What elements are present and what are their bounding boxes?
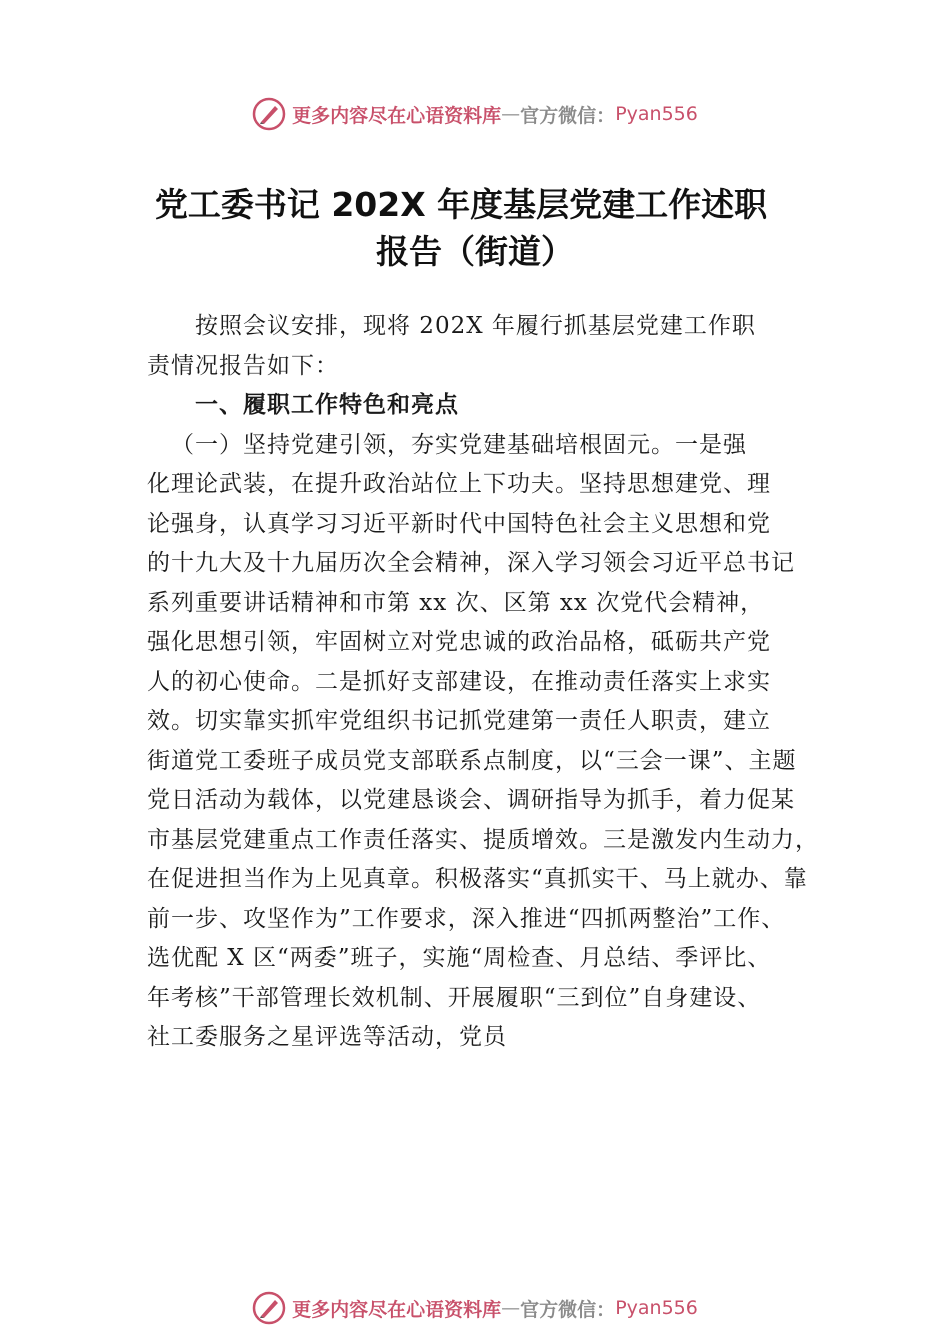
watermark-wechat-id: Pyan556 (615, 103, 698, 125)
paragraph-line: 前一步、攻坚作为”工作要求，深入推进“四抓两整治”工作、 (147, 905, 786, 932)
document-title-line-2: 报告（街道） (376, 232, 574, 271)
paragraph-line: 的十九大及十九届历次全会精神，深入学习领会习近平总书记 (147, 550, 795, 576)
watermark-wechat-id: Pyan556 (615, 1297, 698, 1319)
paragraph-line: 街道党工委班子成员党支部联系点制度，以“三会一课”、主题 (147, 747, 797, 774)
paragraph-line: 市基层党建重点工作责任落实、提质增效。三是激发内生动力， (147, 826, 819, 853)
watermark-separator: — (501, 103, 521, 125)
paragraph-line: 责情况报告如下： (147, 352, 339, 379)
paragraph-line: 化理论武装，在提升政治站位上下功夫。坚持思想建党、理 (147, 471, 771, 497)
section-heading: 一、履职工作特色和亮点 (195, 392, 459, 418)
paragraph-line: 年考核”干部管理长效机制、开展履职“三到位”自身建设、 (147, 984, 762, 1011)
watermark-header (0, 94, 950, 134)
paragraph-line: 在促进担当作为上见真章。积极落实“真抓实干、马上就办、靠 (147, 866, 808, 892)
document-body (147, 307, 837, 1058)
paragraph-line: （一）坚持党建引领，夯实党建基础培根固元。一是强 (171, 431, 747, 458)
document-title-line-1: 党工委书记 202X 年度基层党建工作述职 (154, 185, 768, 224)
quill-logo-icon (252, 97, 286, 131)
paragraph-line: 党日活动为载体，以党建恳谈会、调研指导为抓手，着力促某 (147, 787, 795, 813)
quill-logo-icon (252, 1291, 286, 1325)
paragraph-line: 按照会议安排，现将 202X 年履行抓基层党建工作职 (195, 313, 756, 339)
paragraph-line: 选优配 X 区“两委”班子，实施“周检查、月总结、季评比、 (147, 945, 772, 971)
watermark-footer (0, 1288, 950, 1328)
paragraph-line: 社工委服务之星评选等活动，党员 (147, 1024, 507, 1050)
paragraph-line: 强化思想引领，牢固树立对党忠诚的政治品格，砥砺共产党 (147, 629, 771, 655)
paragraph-line: 论强身，认真学习习近平新时代中国特色社会主义思想和党 (147, 510, 771, 537)
watermark-library-text: 更多内容尽在心语资料库 (292, 1298, 502, 1321)
paragraph-line: 系列重要讲话精神和市第 xx 次、区第 xx 次党代会精神， (147, 589, 765, 616)
paragraph-line: 效。切实靠实抓牢党组织书记抓党建第一责任人职责，建立 (147, 708, 771, 734)
watermark-library-text: 更多内容尽在心语资料库 (292, 104, 502, 127)
watermark-separator: — (501, 1297, 521, 1319)
watermark-official-label: 官方微信： (520, 104, 616, 127)
paragraph-line: 人的初心使命。二是抓好支部建设，在推动责任落实上求实 (147, 668, 771, 695)
watermark-official-label: 官方微信： (520, 1298, 616, 1321)
